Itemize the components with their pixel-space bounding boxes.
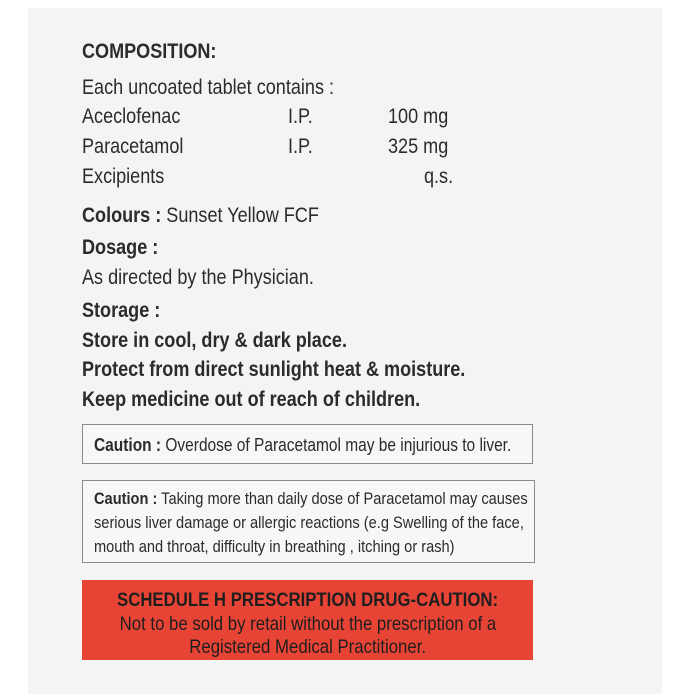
caution-text-line: mouth and throat, difficulty in breathing , itching or rash) <box>94 537 455 556</box>
schedule-h-line-text: Registered Medical Practitioner. <box>189 636 426 658</box>
ingredient-name: Paracetamol <box>82 135 184 158</box>
ingredient-name: Excipients <box>82 165 165 188</box>
dosage-text: As directed by the Physician. <box>82 266 314 289</box>
colours-label: Colours : <box>82 204 162 227</box>
caution-label: Caution : <box>94 489 158 508</box>
caution-text: Overdose of Paracetamol may be injurious to liver. <box>165 435 512 455</box>
caution-text: Taking more than daily dose of Paracetamol may causes <box>161 489 528 508</box>
composition-intro: Each uncoated tablet contains : <box>82 76 335 99</box>
schedule-h-line-text: Not to be sold by retail without the prescription of a <box>119 613 496 635</box>
ingredient-amount: 100 mg <box>388 105 449 128</box>
storage-heading: Storage : <box>82 299 161 322</box>
ingredient-standard: I.P. <box>288 105 313 128</box>
caution-text-line: serious liver damage or allergic reactions (e.g Swelling of the face, <box>94 513 524 532</box>
schedule-h-title-text: SCHEDULE H PRESCRIPTION DRUG-CAUTION: <box>116 589 499 611</box>
caution-box-overdose <box>82 480 535 563</box>
caution-line <box>94 433 511 457</box>
storage-line: Store in cool, dry & dark place. <box>82 329 347 352</box>
colours-value: Sunset Yellow FCF <box>166 204 319 227</box>
ingredient-name: Aceclofenac <box>82 105 181 128</box>
caution-label: Caution : <box>94 435 162 455</box>
schedule-h-title <box>82 589 533 611</box>
storage-line: Keep medicine out of reach of children. <box>82 388 421 411</box>
caution-box-liver <box>82 424 533 464</box>
dosage-heading: Dosage : <box>82 236 159 259</box>
schedule-h-line <box>82 636 533 658</box>
schedule-h-line <box>82 613 533 635</box>
schedule-h-box <box>82 580 533 660</box>
composition-heading: COMPOSITION: <box>82 40 217 63</box>
caution-line <box>94 487 528 511</box>
storage-line: Protect from direct sunlight heat & moisture. <box>82 358 466 381</box>
colours-line <box>82 204 319 228</box>
ingredient-amount: 325 mg <box>388 135 449 158</box>
ingredient-standard: I.P. <box>288 135 313 158</box>
ingredient-amount: q.s. <box>424 165 454 188</box>
